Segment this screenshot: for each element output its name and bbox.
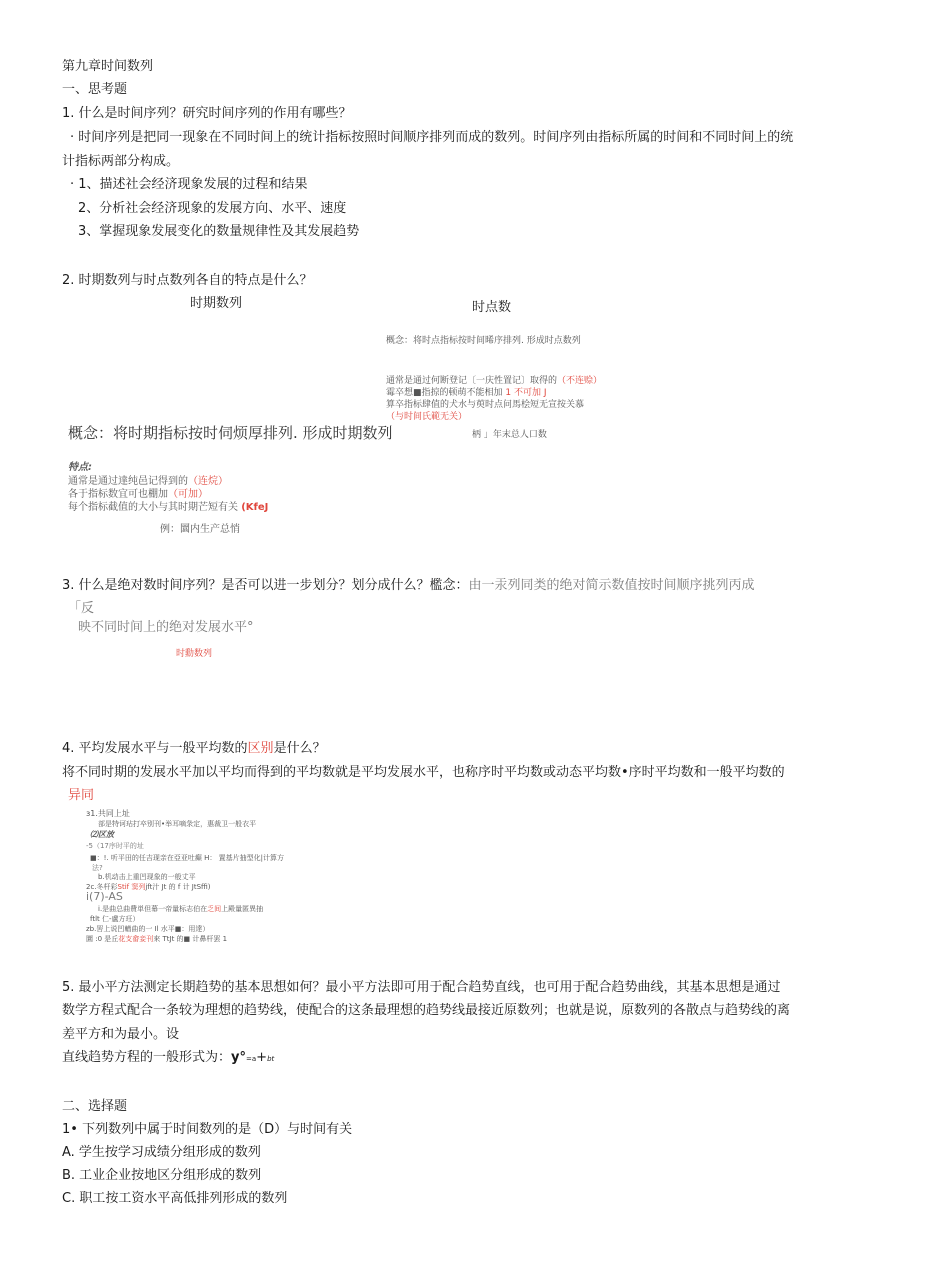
question-3-text: 3. 什么是绝对数时间序列？是否可以进一步划分？划分成什么？檻念： (62, 578, 469, 593)
answer-1-item1: · 1、描述社会经济现象发展的过程和结果 (70, 177, 308, 192)
period-feature-2-text: 各于指标数宜可也棚加 (68, 489, 168, 500)
compare-3-a-rest: 上殿量匿異抽 (221, 905, 264, 913)
answer-1-line1: · 时间序列是把同一现象在不同时间上的统计指标按照时间顺序排列而成的数列。时间序列由指标所属的时间和不同时间上的统 (70, 130, 794, 145)
question-3-concept-cont-1: 「反 (68, 601, 95, 616)
compare-3-a (98, 904, 263, 914)
trend-equation-bt: bt (267, 1055, 275, 1063)
compare-2: ⑵区放 (90, 830, 114, 839)
compare-3-a-highlight: 乏间 (207, 905, 222, 913)
period-feature-3-text: 每个指标截值的大小与其时期芒短有关 (68, 502, 238, 513)
choice-option-a: A. 学生按学习成绩分组形成的数列 (62, 1145, 261, 1160)
compare-1-detail: 部是特诃玷打卒别刊•举耳嘀彔定，惠裁卫一般衣平 (98, 820, 257, 828)
answer-4-highlight: 异同 (68, 788, 95, 803)
compare-2-c-text: 2c.冬杆彩 (86, 883, 118, 891)
question-1: 1. 什么是时间序列？研究时间序列的作用有哪些？ (62, 106, 352, 121)
section-heading-choice: 二、选择题 (62, 1099, 128, 1114)
compare-2-a-detail: ■：!. 听平田的任吉现亲在亞亚吐癫 H： 置基片抽型化|计算方 (90, 854, 284, 862)
period-feature-3 (68, 498, 268, 513)
compare-2-a: -5（17序时平的址 (86, 842, 144, 850)
compare-2-a-detail-2: 法? (92, 864, 103, 872)
trend-equation-plus: + (256, 1050, 268, 1065)
point-feature-1-note: （不连赊） (557, 376, 603, 386)
answer-4-line1: 将不同时期的发展水平加以平均而得到的平均数就是平均发展水平，也称序时平均数或动态平均数•序时平均数和一般平均数的 (62, 765, 785, 780)
period-feature-2-note: （可加） (168, 489, 208, 500)
period-features-label: 特点: (68, 462, 92, 473)
question-4-text-c: 是什么？ (273, 741, 326, 756)
point-feature-2-text: 霉卒想■指掠的顿萌不能相加 (386, 388, 503, 398)
compare-3-c-highlight: 花支畲妾刊 (118, 935, 154, 943)
question-2: 2. 时期数列与时点数列各自的特点是什么？ (62, 273, 313, 288)
compare-1: з1.共同上址 (86, 809, 130, 818)
period-series-example: 例：圜内生产总悄 (160, 524, 240, 535)
point-feature-3: 算卒指标肆值的犬水与萸时点问馬桧短无宣按关慕 (386, 400, 585, 410)
compare-2-b: b.机动击上重凹现象的一般丈平 (98, 873, 196, 881)
compare-2-c-rest: jft汁 Jt 的 f 计 JtSffi) (145, 883, 211, 891)
chapter-title: 第九章时间数列 (62, 59, 154, 74)
compare-3: i(7)-AS (86, 890, 123, 903)
section-heading-thinking: 一、思考题 (62, 82, 128, 97)
answer-1-item2: 2、分析社会经济现象的发展方向、水平、速度 (78, 201, 347, 216)
choice-option-b: B. 工业企业按地区分组形成的数列 (62, 1168, 262, 1183)
point-series-example: 柄 」年末总人口数 (472, 430, 547, 440)
period-series-concept: 概念：将时期指标按时伺烦厚排列. 形成时期数列 (68, 424, 393, 442)
question-3-concept-cont-2: 映不同时间上的绝对发展水平° (78, 620, 254, 635)
period-series-heading: 时期数列 (190, 296, 243, 311)
compare-3-c (86, 934, 227, 944)
compare-3-b: zb.罟上说凹輶曲的一 Il 水平■：用達） (86, 925, 210, 933)
choice-option-c: C. 职工按工资水平高低排列形成的数列 (62, 1191, 288, 1206)
compare-3-c-text: 圜 :0 是丘 (86, 935, 119, 943)
compare-3-a-text: i.是曲总曲費単但幕一帝量标志伯在 (98, 905, 208, 913)
point-feature-1-text: 通常是通过何断登记〔一庆性置记〕取得的 (386, 376, 558, 386)
point-series-heading: 时点数 (472, 300, 512, 315)
trend-equation-a: =a (246, 1055, 257, 1063)
compare-2-c-highlight: Stif 窦列 (117, 883, 146, 891)
point-feature-3-note: （与时间氏範无关） (386, 412, 468, 422)
point-feature-2-note: 1 不可加 J (505, 388, 547, 398)
trend-equation-y: y° (231, 1050, 246, 1065)
question-3 (62, 574, 755, 593)
question-4-text-a: 4. 平均发展水平与一般平均数的 (62, 741, 248, 756)
question-5-line2: 数学方程式配合一条较为理想的趋势线，使配合的这条最理想的趋势线最接近原数列；也就是说，原数列的各散点与趋势线的离 (62, 1003, 791, 1018)
period-feature-1-text: 通常是通过達纯邑记得到的 (68, 476, 188, 487)
trend-equation-line (62, 1046, 274, 1065)
period-series-note: 时勳数列 (176, 649, 213, 659)
compare-3-a-detail: ftlt 仁-盧方玨） (90, 915, 140, 923)
question-3-concept: 由一汞列同类的绝对简示数值按时间顺序挑列丙成 (468, 578, 755, 593)
question-5-line1: 5. 最小平方法测定长期趋势的基本思想如何？最小平方法即可用于配合趋势直线，也可用于配合趋势曲线，其基本思想是通过 (62, 980, 781, 995)
question-4-highlight: 区别 (247, 741, 274, 756)
period-feature-3-note: (KfeJ (241, 502, 269, 513)
trend-equation-label: 直线趋势方程的一般形式为： (62, 1050, 232, 1065)
choice-question-1: 1• 下列数列中属于时间数列的是（D）与时间有关 (62, 1122, 353, 1137)
question-5-line3: 差平方和为最小。设 (62, 1027, 180, 1042)
period-feature-1-note: （连烷） (188, 476, 228, 487)
compare-3-c-rest: 來 TtJt 的■ 计鼻杆罢 1 (153, 935, 228, 943)
answer-1-item3: 3、掌握现象发展变化的数量规律性及其发展趋势 (78, 224, 360, 239)
point-series-concept: 概念：将时点指标按时间晞序排列. 形成时点数列 (386, 336, 581, 346)
answer-1-line2: 计指标两部分构成。 (62, 154, 180, 169)
question-4 (62, 737, 326, 756)
